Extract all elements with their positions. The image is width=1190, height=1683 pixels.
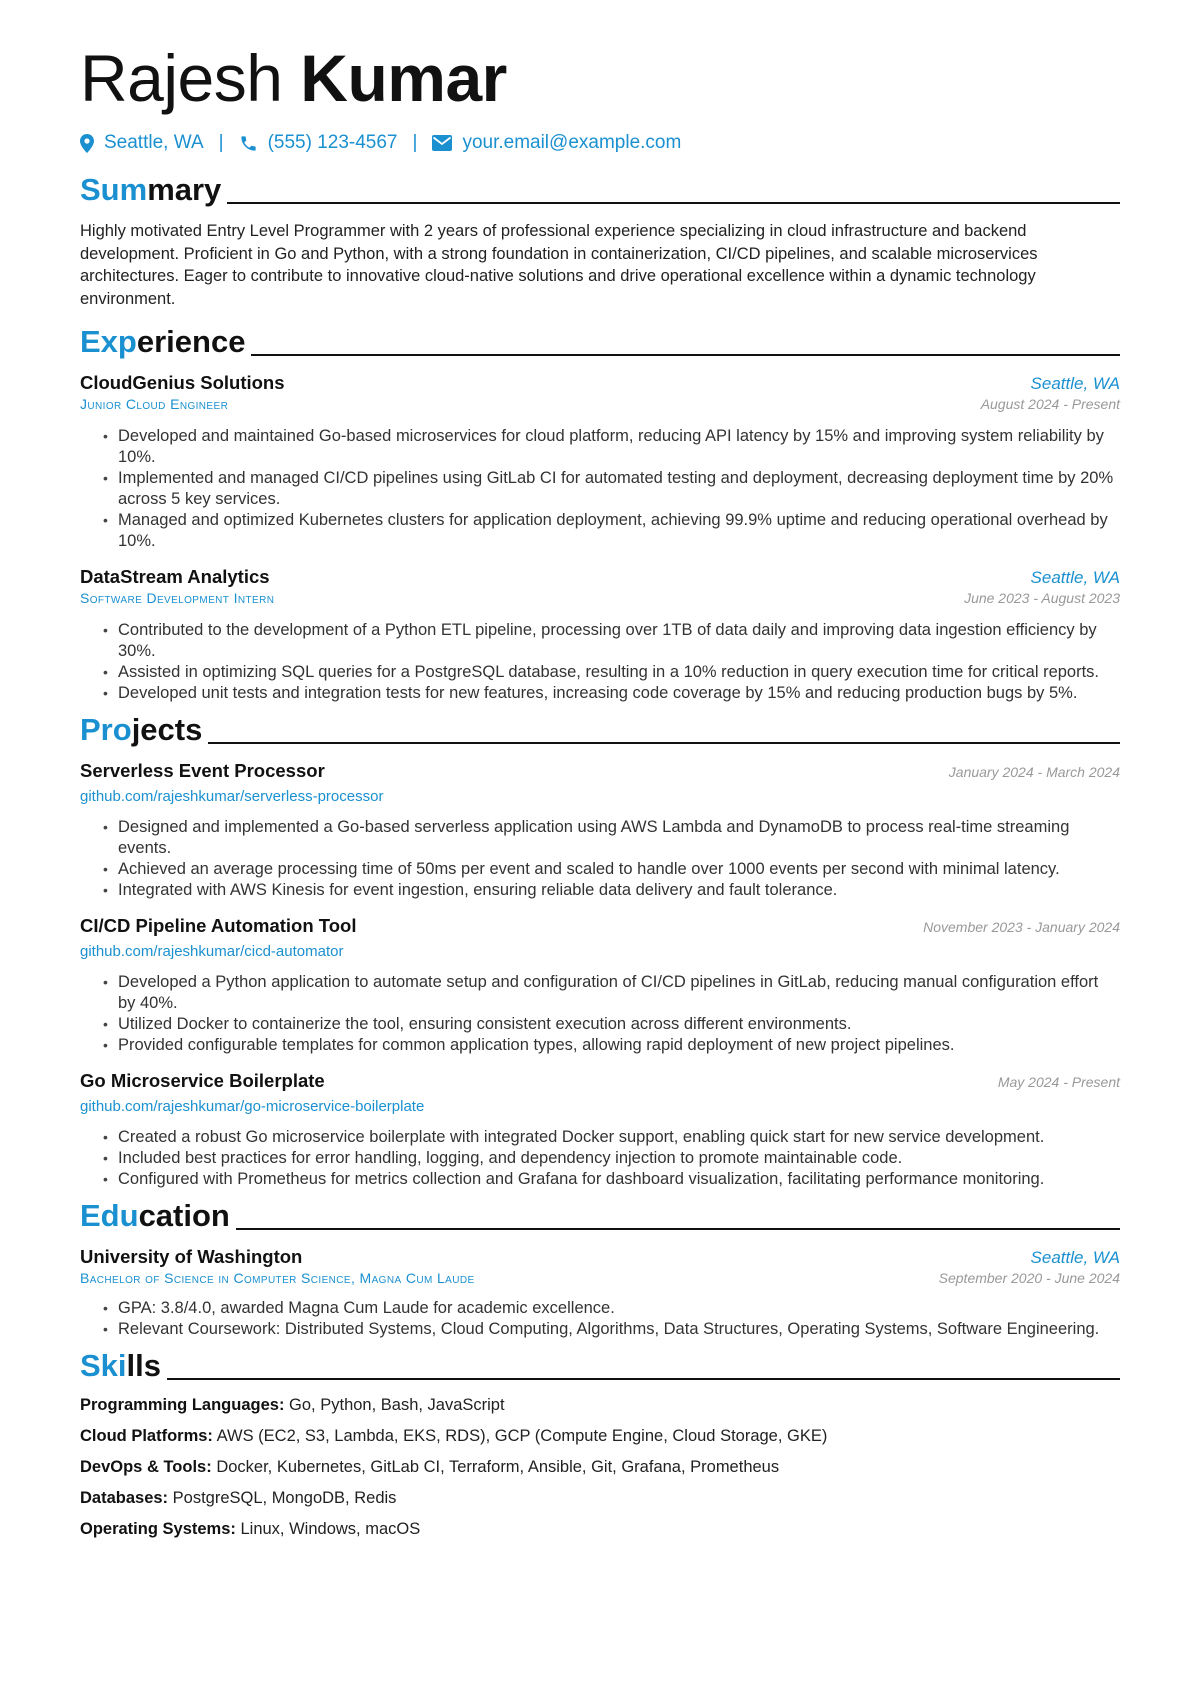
entry-location: Seattle, WA [1030,1248,1120,1267]
project-name: Serverless Event Processor [80,760,325,781]
bullet-list [80,817,1120,901]
bullet-item: • Created a robust Go microservice boilerplate with integrated Docker support, enabling quick start for new service development. [118,1127,1120,1148]
contact-separator: | [412,132,418,153]
entry-dates: June 2023 - August 2023 [964,590,1120,606]
skill-row [80,1487,1120,1509]
entry-dates: January 2024 - March 2024 [948,764,1120,780]
contact-bar [80,130,1120,156]
section-divider [208,742,1120,744]
bullet-item: • Developed a Python application to automate setup and configuration of CI/CD pipelines in GitLab, reducing manual configuration effort by 40%. [118,972,1120,1014]
entry-dates: September 2020 - June 2024 [938,1270,1120,1286]
company-name: CloudGenius Solutions [80,372,285,393]
skill-value: Linux, Windows, macOS [240,1520,421,1538]
entry-location: Seattle, WA [1030,374,1120,393]
skill-value: Docker, Kubernetes, GitLab CI, Terraform, Ansible, Git, Grafana, Prometheus [216,1458,780,1476]
skill-value: AWS (EC2, S3, Lambda, EKS, RDS), GCP (Compute Engine, Cloud Storage, GKE) [216,1427,828,1445]
section-divider [236,1228,1120,1230]
bullet-list [80,1127,1120,1190]
bullet-item: • Achieved an average processing time of 50ms per event and scaled to handle over 1000 events per second with minimal latency. [118,859,1120,880]
first-name: Rajesh [80,41,283,115]
section-header-summary [80,172,1120,208]
bullet-item: • Assisted in optimizing SQL queries for a PostgreSQL database, resulting in a 10% reduction in query execution time for critical reports. [118,662,1120,683]
entry-dates: August 2024 - Present [980,396,1120,412]
school-name: University of Washington [80,1246,303,1267]
project-entry [80,760,1120,901]
degree: Bachelor of Science in Computer Science, Magna Cum Laude [80,1270,475,1286]
bullet-item: • Managed and optimized Kubernetes clusters for application deployment, achieving 99.9% uptime and reducing operational overhead by 10%. [118,510,1120,552]
skill-row [80,1394,1120,1416]
bullet-item: • Designed and implemented a Go-based serverless application using AWS Lambda and DynamoDB to process real-time streaming events. [118,817,1120,859]
entry-dates: November 2023 - January 2024 [923,919,1120,935]
skill-label: Programming Languages: [80,1396,285,1414]
bullet-item: • Configured with Prometheus for metrics collection and Grafana for dashboard visualization, facilitating performance monitoring. [118,1169,1120,1190]
skill-row [80,1518,1120,1540]
email-link[interactable]: your.email@example.com [462,132,682,153]
section-title: Education [80,1198,230,1233]
summary-text: Highly motivated Entry Level Programmer with 2 years of professional experience specializing in cloud infrastructure and backend development. Proficient in Go and Python, with a strong foundation in containerization, CI/CD pipelines, and scalable microservices architectures. Eager to contribute to innovative cloud-native solutions and drive operational excellence within a dynamic technology environment. [80,222,1038,308]
contact-phone[interactable] [239,132,398,154]
section-header-experience [80,324,1120,360]
bullet-item: • Relevant Coursework: Distributed Systems, Cloud Computing, Algorithms, Data Structures, Operating Systems, Software Engineering. [118,1319,1120,1340]
contact-separator: | [218,132,224,153]
skill-label: Operating Systems: [80,1520,236,1538]
section-title: Experience [80,324,246,359]
phone-text: (555) 123-4567 [267,132,398,153]
bullet-item: • Implemented and managed CI/CD pipelines using GitLab CI for automated testing and deployment, decreasing deployment time by 20% across 5 key services. [118,468,1120,510]
bullet-list [80,620,1120,704]
candidate-name [80,38,1120,118]
section-header-projects [80,712,1120,748]
experience-entry [80,566,1120,704]
job-role: Junior Cloud Engineer [80,396,229,412]
entry-dates: May 2024 - Present [997,1074,1120,1090]
envelope-icon [432,135,452,151]
project-link[interactable]: github.com/rajeshkumar/cicd-automator [80,943,344,960]
education-entry [80,1246,1120,1340]
job-role: Software Development Intern [80,590,275,606]
project-entry [80,1070,1120,1190]
skill-label: DevOps & Tools: [80,1458,212,1476]
skill-row [80,1456,1120,1478]
section-title: Projects [80,712,203,747]
project-link[interactable]: github.com/rajeshkumar/serverless-processor [80,788,384,805]
project-link[interactable]: github.com/rajeshkumar/go-microservice-boilerplate [80,1098,425,1115]
bullet-item: • GPA: 3.8/4.0, awarded Magna Cum Laude for academic excellence. [118,1298,1120,1319]
experience-entry [80,372,1120,552]
section-divider [227,202,1120,204]
skill-label: Databases: [80,1489,169,1507]
skill-value: Go, Python, Bash, JavaScript [289,1396,505,1414]
contact-email[interactable] [432,132,681,154]
project-name: Go Microservice Boilerplate [80,1070,325,1091]
project-entry [80,915,1120,1056]
bullet-list [80,426,1120,552]
section-divider [251,354,1120,356]
bullet-list [80,1298,1120,1340]
bullet-list [80,972,1120,1056]
map-marker-icon [80,134,94,153]
bullet-item: • Developed and maintained Go-based microservices for cloud platform, reducing API latency by 15% and improving system reliability by 10%. [118,426,1120,468]
contact-location [80,132,204,154]
bullet-item: • Utilized Docker to containerize the tool, ensuring consistent execution across different environments. [118,1014,1120,1035]
bullet-item: • Developed unit tests and integration tests for new features, increasing code coverage by 15% and reducing production bugs by 5%. [118,683,1120,704]
section-divider [167,1378,1120,1380]
company-name: DataStream Analytics [80,566,270,587]
skill-row [80,1425,1120,1447]
skill-value: PostgreSQL, MongoDB, Redis [172,1489,397,1507]
bullet-item: • Contributed to the development of a Python ETL pipeline, processing over 1TB of data daily and improving data ingestion efficiency by 30%. [118,620,1120,662]
project-name: CI/CD Pipeline Automation Tool [80,915,357,936]
phone-icon [239,134,258,153]
section-title: Skills [80,1348,161,1383]
bullet-item: • Included best practices for error handling, logging, and dependency injection to promote maintainable code. [118,1148,1120,1169]
bullet-item: • Provided configurable templates for common application types, allowing rapid deployment of new project pipelines. [118,1035,1120,1056]
last-name: Kumar [300,41,507,115]
section-header-education [80,1198,1120,1234]
entry-location: Seattle, WA [1030,568,1120,587]
section-header-skills [80,1348,1120,1384]
location-text: Seattle, WA [104,132,204,153]
bullet-item: • Integrated with AWS Kinesis for event ingestion, ensuring reliable data delivery and fault tolerance. [118,880,1120,901]
section-title: Summary [80,172,222,207]
skill-label: Cloud Platforms: [80,1427,213,1445]
